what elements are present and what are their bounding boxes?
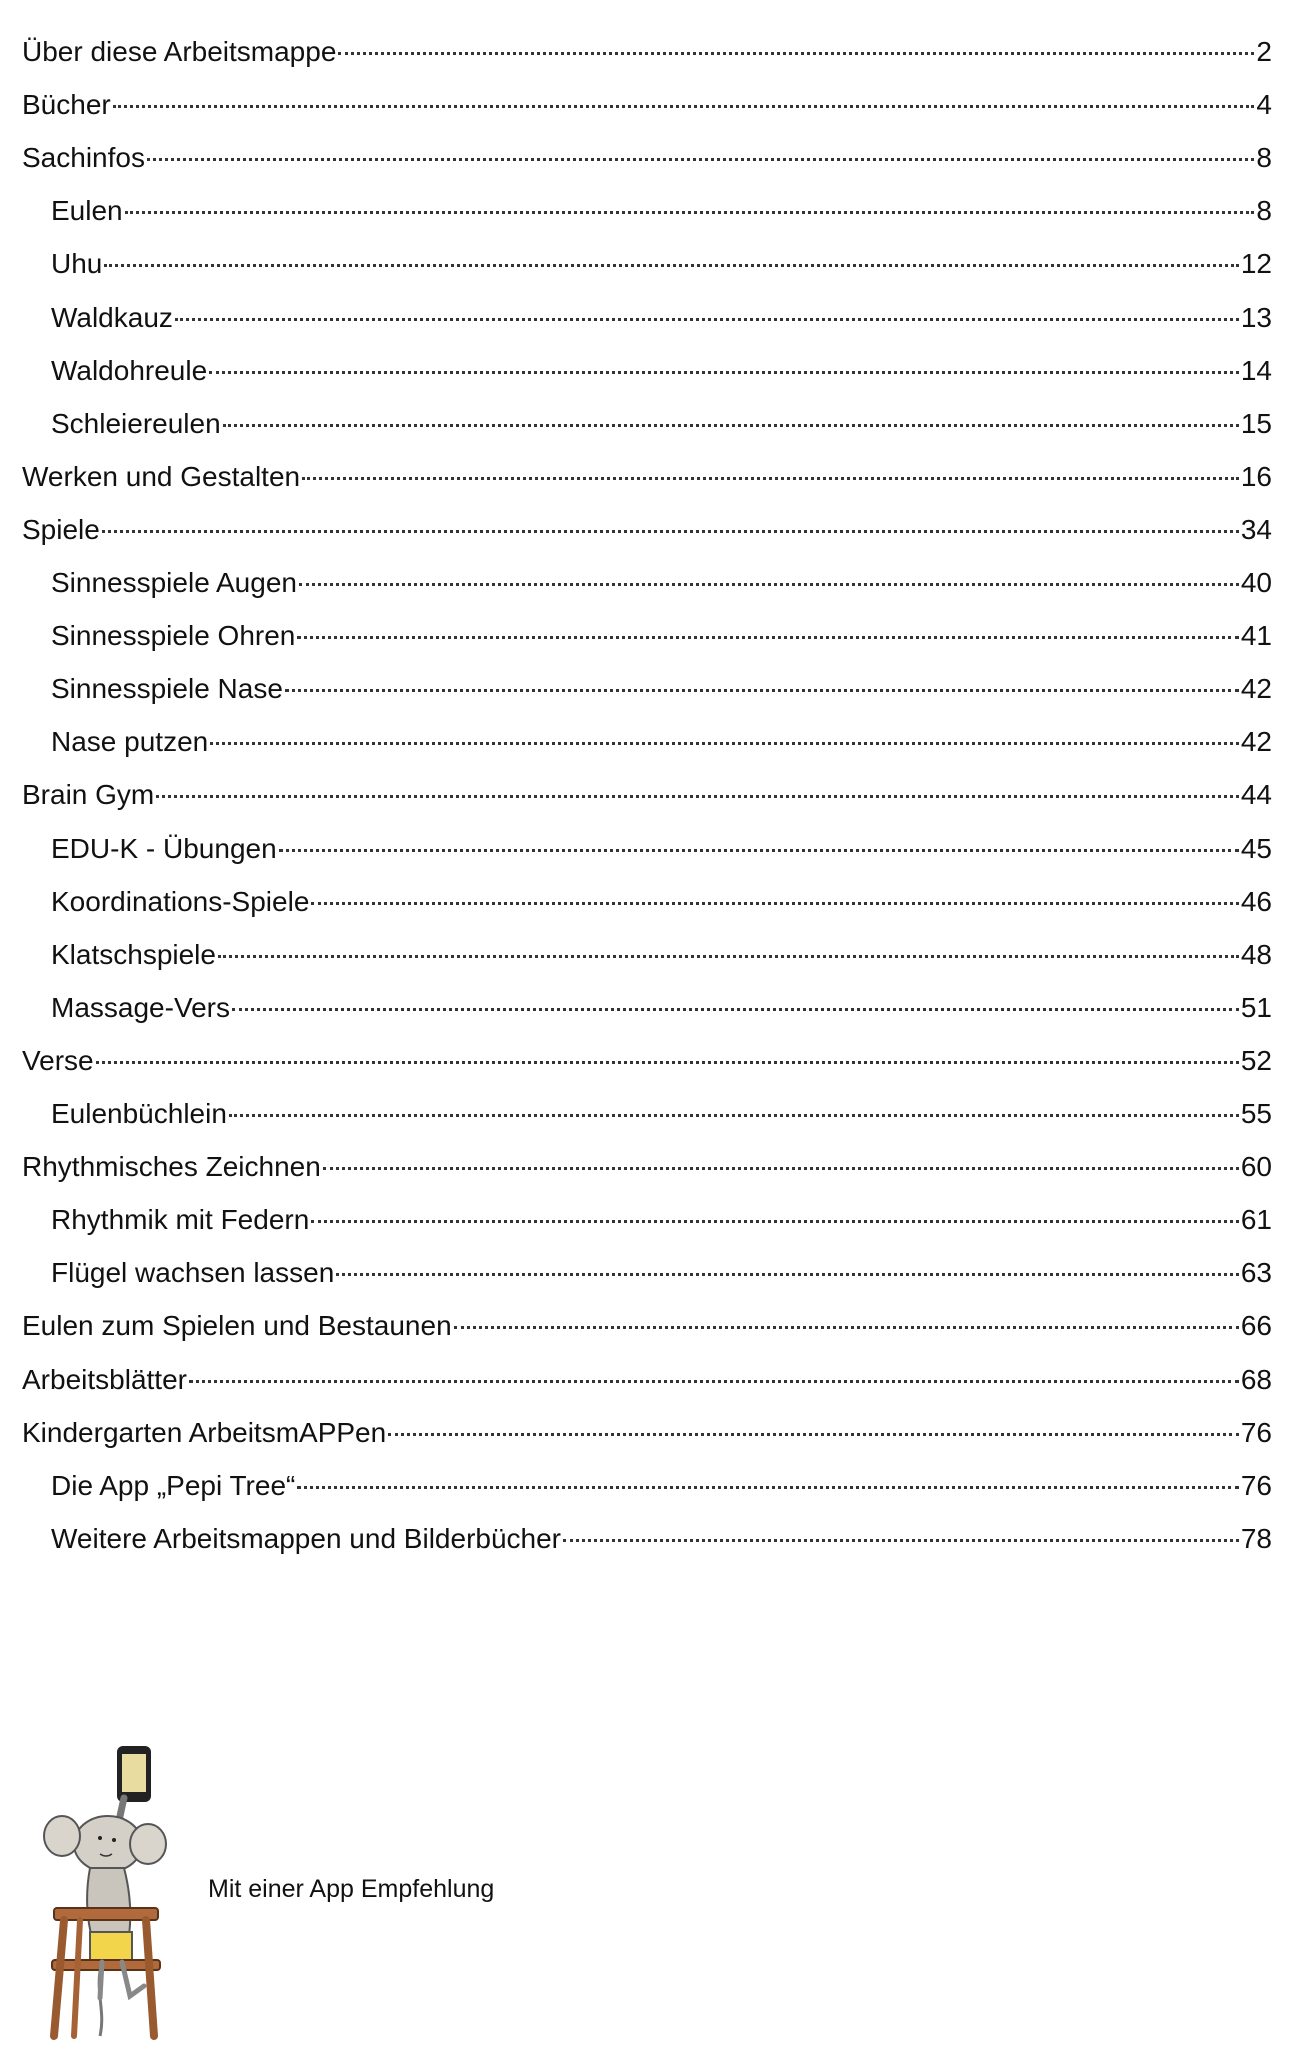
toc-entry-label: Klatschspiele [51,938,216,970]
dot-leader [388,1433,1239,1436]
dot-leader [338,52,1254,55]
toc-entry-label: Verse [22,1044,94,1076]
dot-leader [104,264,1238,267]
toc-entry-page-number: 42 [1240,673,1272,705]
toc-entry[interactable] [51,565,1272,601]
dot-leader [311,902,1238,905]
dot-leader [297,1486,1239,1489]
toc-entry-page-number: 44 [1240,779,1272,811]
dot-leader [279,849,1239,852]
toc-entry-label: Sinnesspiele Ohren [51,620,296,652]
toc-entry[interactable] [22,1043,1272,1079]
toc-entry-page-number: 68 [1240,1363,1272,1395]
toc-entry[interactable] [51,1521,1272,1557]
dot-leader [156,795,1239,798]
toc-entry-label: Rhythmisches Zeichnen [22,1151,321,1183]
toc-entry-page-number: 76 [1240,1469,1272,1501]
toc-entry-page-number: 14 [1240,354,1272,386]
toc-entry-page-number: 51 [1240,991,1272,1023]
dot-leader [285,689,1239,692]
toc-entry[interactable] [51,831,1272,867]
toc-entry[interactable] [51,1255,1272,1291]
toc-entry-label: Koordinations-Spiele [51,885,310,917]
toc-entry-label: Die App „Pepi Tree“ [51,1469,296,1501]
toc-entry[interactable] [51,193,1272,229]
toc-entry-label: Spiele [22,513,100,545]
toc-entry[interactable] [51,884,1272,920]
toc-entry-label: Sinnesspiele Nase [51,673,283,705]
toc-entry-label: Weitere Arbeitsmappen und Bilderbücher [51,1522,562,1554]
toc-entry-label: Arbeitsblätter [22,1363,187,1395]
toc-entry-page-number: 46 [1240,885,1272,917]
toc-entry-label: Über diese Arbeitsmappe [22,36,337,67]
mouse-with-phone-illustration [40,1740,180,2040]
dot-leader [102,530,1239,533]
toc-entry-label: EDU-K - Übungen [51,832,277,864]
toc-entry-page-number: 16 [1240,460,1272,492]
toc-entry[interactable] [51,353,1272,389]
dot-leader [210,742,1239,745]
toc-entry-label: Bücher [22,89,111,121]
toc-entry-label: Sinnesspiele Augen [51,567,297,598]
dot-leader [209,371,1239,374]
toc-entry-page-number: 60 [1240,1151,1272,1183]
dot-leader [218,955,1239,958]
toc-entry-page-number: 55 [1240,1098,1272,1129]
toc-entry[interactable] [22,34,1272,70]
dot-leader [189,1380,1239,1383]
dot-leader [336,1273,1239,1276]
toc-entry[interactable] [22,1362,1272,1398]
toc-entry[interactable] [22,1149,1272,1185]
toc-entry-page-number: 2 [1256,36,1272,67]
toc-entry[interactable] [22,512,1272,548]
dot-leader [147,158,1254,161]
toc-entry[interactable] [22,459,1272,495]
toc-entry-page-number: 13 [1240,301,1272,333]
toc-entry-page-number: 8 [1256,195,1272,227]
toc-entry-label: Brain Gym [22,779,155,811]
toc-entry[interactable] [22,1308,1272,1344]
dot-leader [125,211,1255,214]
dot-leader [232,1008,1239,1011]
toc-entry[interactable] [51,406,1272,442]
dot-leader [311,1220,1239,1223]
toc-entry-page-number: 61 [1240,1204,1272,1236]
toc-entry-page-number: 4 [1256,89,1272,121]
toc-entry-page-number: 48 [1240,938,1272,970]
toc-entry-page-number: 40 [1240,567,1272,598]
toc-entry[interactable] [51,1096,1272,1132]
toc-entry[interactable] [51,618,1272,654]
toc-entry-page-number: 63 [1240,1257,1272,1289]
toc-entry-label: Rhythmik mit Federn [51,1204,310,1236]
dot-leader [113,105,1255,108]
toc-entry-page-number: 78 [1240,1522,1272,1554]
toc-entry-page-number: 52 [1240,1044,1272,1076]
app-recommendation-caption: Mit einer App Empfehlung [208,1875,495,1903]
dot-leader [323,1167,1239,1170]
toc-entry-page-number: 12 [1240,248,1272,280]
toc-entry-page-number: 15 [1240,407,1272,439]
toc-entry-page-number: 41 [1240,620,1272,652]
toc-entry-label: Werken und Gestalten [22,460,301,492]
toc-entry[interactable] [22,777,1272,813]
dot-leader [302,477,1239,480]
toc-entry[interactable] [22,87,1272,123]
dot-leader [563,1539,1239,1542]
toc-entry-page-number: 8 [1256,142,1272,174]
toc-entry[interactable] [51,671,1272,707]
toc-entry-label: Massage-Vers [51,991,230,1023]
toc-entry[interactable] [22,1415,1272,1451]
toc-entry-label: Eulen zum Spielen und Bestaunen [22,1310,452,1342]
toc-entry-label: Nase putzen [51,726,209,758]
dot-leader [175,318,1239,321]
toc-entry-label: Sachinfos [22,142,145,174]
toc-entry-label: Flügel wachsen lassen [51,1257,335,1289]
toc-entry-label: Eulenbüchlein [51,1098,227,1129]
toc-entry[interactable] [51,724,1272,760]
toc-entry-page-number: 66 [1240,1310,1272,1342]
toc-entry[interactable] [51,1202,1272,1238]
toc-entry-label: Waldkauz [51,301,173,333]
toc-entry-page-number: 34 [1240,513,1272,545]
toc-entry[interactable] [51,1468,1272,1504]
toc-entry[interactable] [51,300,1272,336]
toc-entry-label: Eulen [51,195,123,227]
toc-entry[interactable] [51,246,1272,282]
dot-leader [297,636,1238,639]
toc-entry-page-number: 42 [1240,726,1272,758]
toc-entry[interactable] [22,140,1272,176]
toc-entry-label: Uhu [51,248,103,280]
toc-entry-label: Waldohreule [51,354,208,386]
dot-leader [223,424,1239,427]
dot-leader [454,1326,1239,1329]
dot-leader [96,1061,1239,1064]
toc-entry[interactable] [51,990,1272,1026]
toc-entry[interactable] [51,937,1272,973]
toc-entry-page-number: 45 [1240,832,1272,864]
toc-entry-page-number: 76 [1240,1416,1272,1448]
toc-entry-label: Schleiereulen [51,407,221,439]
dot-leader [299,583,1239,586]
toc-entry-label: Kindergarten ArbeitsmAPPen [22,1416,387,1448]
dot-leader [229,1114,1239,1117]
